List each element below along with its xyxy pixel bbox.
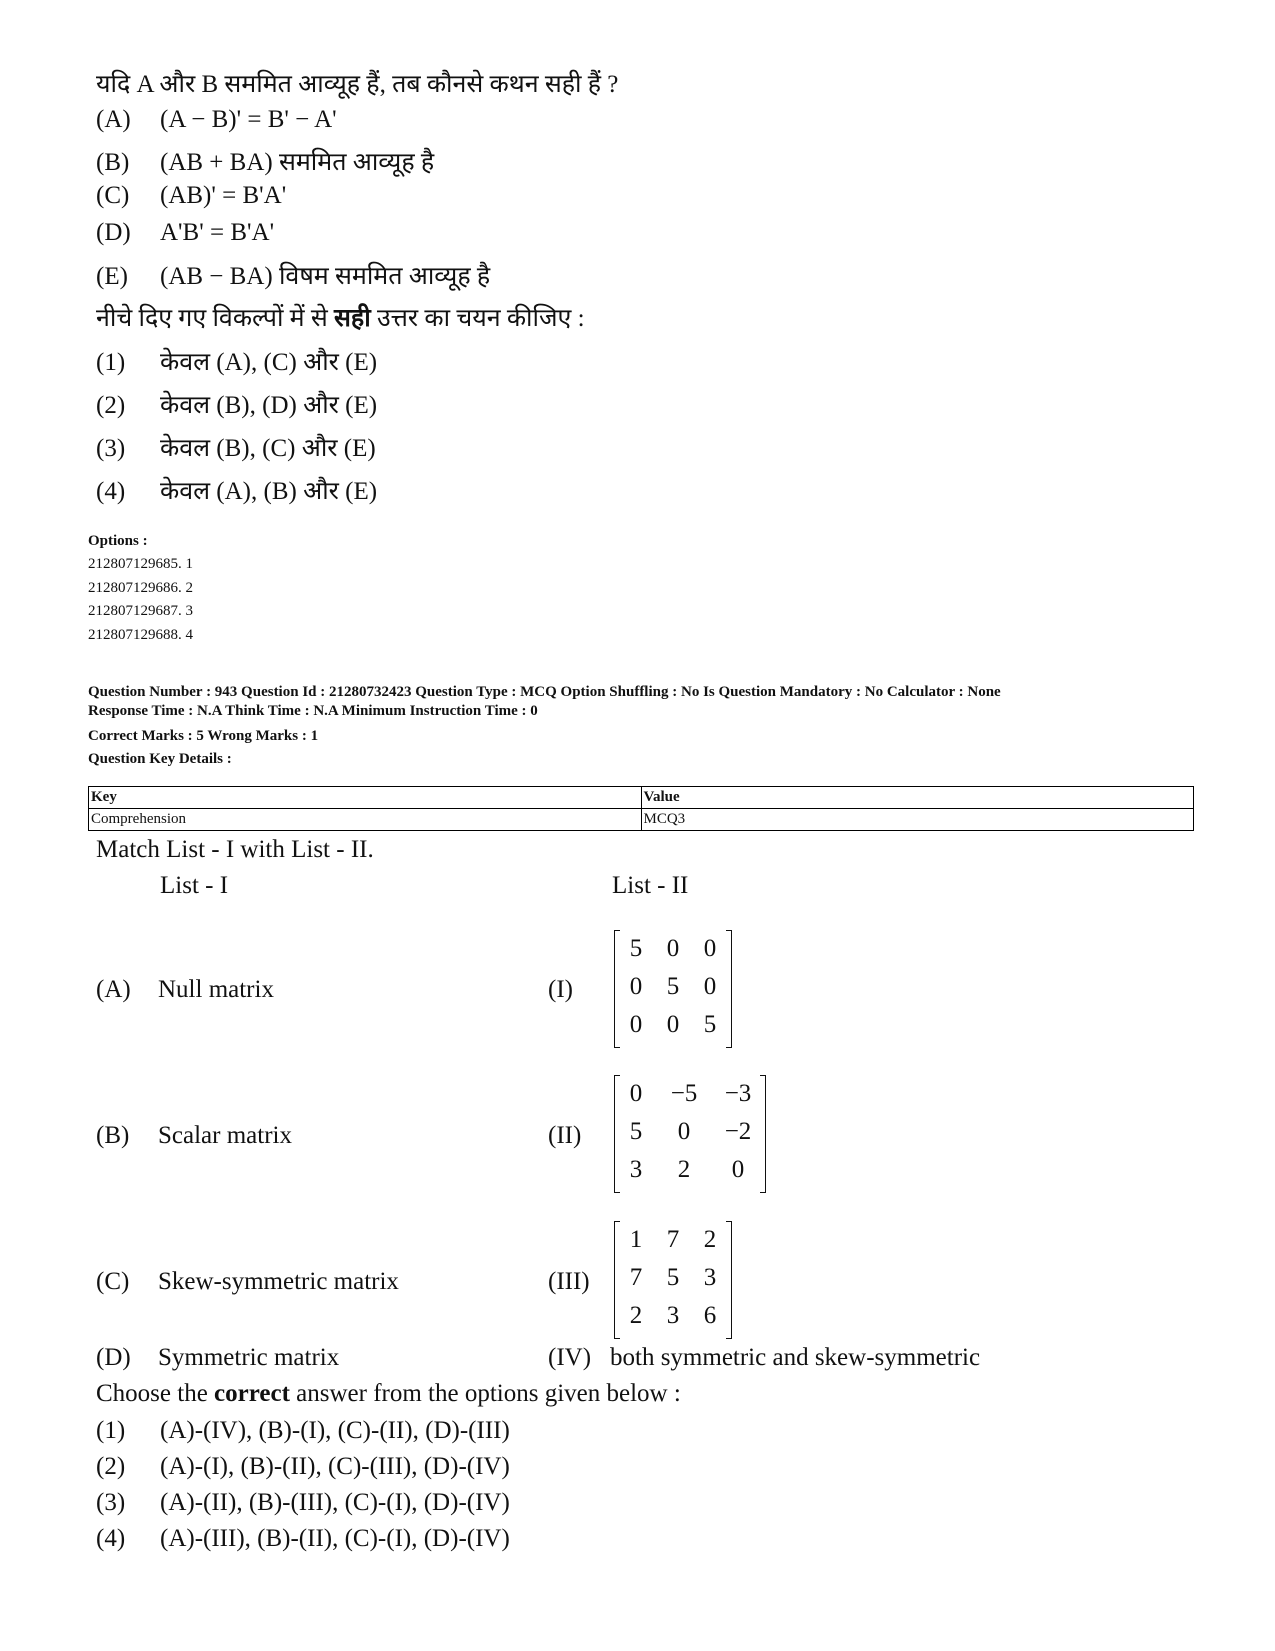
matrix-cell: 5 — [629, 1118, 643, 1145]
matrix-cell: −2 — [724, 1118, 752, 1145]
list1-label: (A) — [96, 976, 131, 1003]
table-cell: Comprehension — [89, 809, 642, 831]
options-heading: Options : — [88, 533, 148, 549]
matrix-cell: 5 — [629, 935, 643, 962]
choice-text: केवल (B), (D) और (E) — [160, 392, 378, 419]
q1-choice — [96, 473, 377, 507]
matrix-cell: 0 — [703, 973, 717, 1000]
q1-choice — [96, 387, 377, 421]
choice-text: (A)-(IV), (B)-(I), (C)-(II), (D)-(III) — [160, 1417, 510, 1444]
choice-label: (1) — [96, 1417, 126, 1444]
choice-label: (1) — [96, 349, 126, 376]
q1-choice — [96, 344, 377, 378]
matrix-III — [614, 1221, 732, 1339]
table-header-cell: Value — [641, 787, 1194, 809]
q2-choice — [96, 1489, 510, 1517]
statement-label: (D) — [96, 219, 131, 246]
key-details-heading: Question Key Details : — [88, 751, 232, 767]
table-header-row — [89, 787, 1194, 809]
q2-choice — [96, 1417, 510, 1445]
matrix-cell: 3 — [666, 1302, 680, 1329]
table-header-cell: Key — [89, 787, 642, 809]
matrix-cell: 0 — [666, 935, 680, 962]
statement-label: (E) — [96, 263, 128, 290]
matrix-cell: −3 — [724, 1080, 752, 1107]
matrix-cell: 5 — [666, 1264, 680, 1291]
matrix-cell: 0 — [666, 1011, 680, 1038]
matrix-cell: 5 — [666, 973, 680, 1000]
choice-label: (2) — [96, 392, 126, 419]
q1-statement — [96, 258, 490, 292]
choice-text: (A)-(III), (B)-(II), (C)-(I), (D)-(IV) — [160, 1525, 510, 1552]
instruction-text: नीचे दिए गए विकल्पों में से — [96, 305, 335, 332]
statement-text: (AB − BA) विषम सममित आव्यूह है — [160, 263, 491, 290]
matrix-cell: 0 — [677, 1118, 691, 1145]
q1-statement — [96, 219, 274, 247]
list1-label: (B) — [96, 1122, 130, 1149]
choice-label: (4) — [96, 1525, 126, 1552]
option-id: 212807129686. 2 — [88, 580, 193, 596]
question-meta-line2: Response Time : N.A Think Time : N.A Minimum Instruction Time : 0 — [88, 703, 538, 719]
instruction-text: answer from the options given below : — [289, 1380, 681, 1407]
instruction-text: Choose the — [96, 1380, 215, 1407]
list1-text: Symmetric matrix — [158, 1344, 340, 1371]
statement-text: A'B' = B'A' — [160, 219, 275, 246]
matrix-cell: 0 — [731, 1156, 745, 1183]
list1-text: Scalar matrix — [158, 1122, 292, 1149]
list2-label: (I) — [548, 976, 573, 1003]
bracket-right — [760, 1075, 766, 1193]
list1-text: Null matrix — [158, 976, 274, 1003]
marks-line: Correct Marks : 5 Wrong Marks : 1 — [88, 728, 319, 744]
statement-text: (AB)' = B'A' — [160, 182, 287, 209]
statement-label: (A) — [96, 106, 131, 133]
choice-label: (3) — [96, 1489, 126, 1516]
table-cell: MCQ3 — [641, 809, 1194, 831]
matrix-cell: 2 — [629, 1302, 643, 1329]
statement-text: (A − B)' = B' − A' — [160, 106, 337, 133]
list1-label: (D) — [96, 1344, 131, 1371]
q2-stem: Match List - I with List - II. — [96, 836, 374, 863]
matrix-cell: 1 — [629, 1226, 643, 1253]
list1-title: List - I — [160, 872, 229, 899]
list1-item — [96, 1344, 339, 1372]
matrix-cell: 5 — [703, 1011, 717, 1038]
instruction-emphasis: correct — [214, 1380, 290, 1407]
q1-choice — [96, 430, 376, 464]
choice-text: (A)-(I), (B)-(II), (C)-(III), (D)-(IV) — [160, 1453, 510, 1480]
list2-label: (II) — [548, 1122, 582, 1149]
option-id: 212807129687. 3 — [88, 603, 193, 619]
matrix-cell: 2 — [703, 1226, 717, 1253]
statement-label: (B) — [96, 149, 130, 176]
table-row — [89, 809, 1194, 831]
matrix-cell: 7 — [666, 1226, 680, 1253]
list2-label: (IV) — [548, 1344, 592, 1371]
list1-item — [96, 976, 274, 1004]
instruction-text: उत्तर का चयन कीजिए : — [370, 305, 585, 332]
q1-stem: यदि A और B सममित आव्यूह हैं, तब कौनसे कथन सही हैं ? — [96, 71, 619, 98]
q2-choice — [96, 1525, 510, 1553]
choice-text: (A)-(II), (B)-(III), (C)-(I), (D)-(IV) — [160, 1489, 510, 1516]
list1-text: Skew-symmetric matrix — [158, 1268, 399, 1295]
statement-label: (C) — [96, 182, 130, 209]
matrix-cell: 0 — [629, 973, 643, 1000]
list2-title: List - II — [612, 872, 689, 899]
matrix-cell: 0 — [629, 1080, 643, 1107]
matrix-cell: −5 — [670, 1080, 698, 1107]
question-meta-line1: Question Number : 943 Question Id : 21280732423 Question Type : MCQ Option Shuffling : No Is Question Mandatory : No Calculator : None — [88, 684, 1001, 700]
statement-text: (AB + BA) सममित आव्यूह है — [160, 149, 435, 176]
q1-instruction — [96, 300, 585, 334]
matrix-cell: 2 — [677, 1156, 691, 1183]
q1-statement — [96, 144, 434, 178]
q1-statement — [96, 106, 337, 134]
list2-item — [548, 1344, 980, 1372]
choice-label: (4) — [96, 478, 126, 505]
matrix-cell: 7 — [629, 1264, 643, 1291]
list2-label: (III) — [548, 1268, 590, 1295]
option-id: 212807129685. 1 — [88, 556, 193, 572]
q2-instruction — [96, 1380, 681, 1408]
list1-item — [96, 1122, 292, 1150]
matrix-cell: 6 — [703, 1302, 717, 1329]
option-id: 212807129688. 4 — [88, 627, 193, 643]
matrix-cell: 3 — [703, 1264, 717, 1291]
choice-text: केवल (A), (C) और (E) — [160, 349, 378, 376]
choice-text: केवल (A), (B) और (E) — [160, 478, 378, 505]
choice-text: केवल (B), (C) और (E) — [160, 435, 376, 462]
matrix-cell: 3 — [629, 1156, 643, 1183]
matrix-I — [614, 930, 732, 1048]
key-table — [88, 786, 1194, 831]
instruction-emphasis: सही — [334, 305, 371, 332]
matrix-cell: 0 — [703, 935, 717, 962]
list1-item — [96, 1268, 399, 1296]
q1-statement — [96, 182, 286, 210]
choice-label: (2) — [96, 1453, 126, 1480]
matrix-cell: 0 — [629, 1011, 643, 1038]
q2-choice — [96, 1453, 510, 1481]
list1-label: (C) — [96, 1268, 130, 1295]
choice-label: (3) — [96, 435, 126, 462]
matrix-II — [614, 1075, 766, 1193]
list2-text: both symmetric and skew-symmetric — [610, 1344, 981, 1371]
